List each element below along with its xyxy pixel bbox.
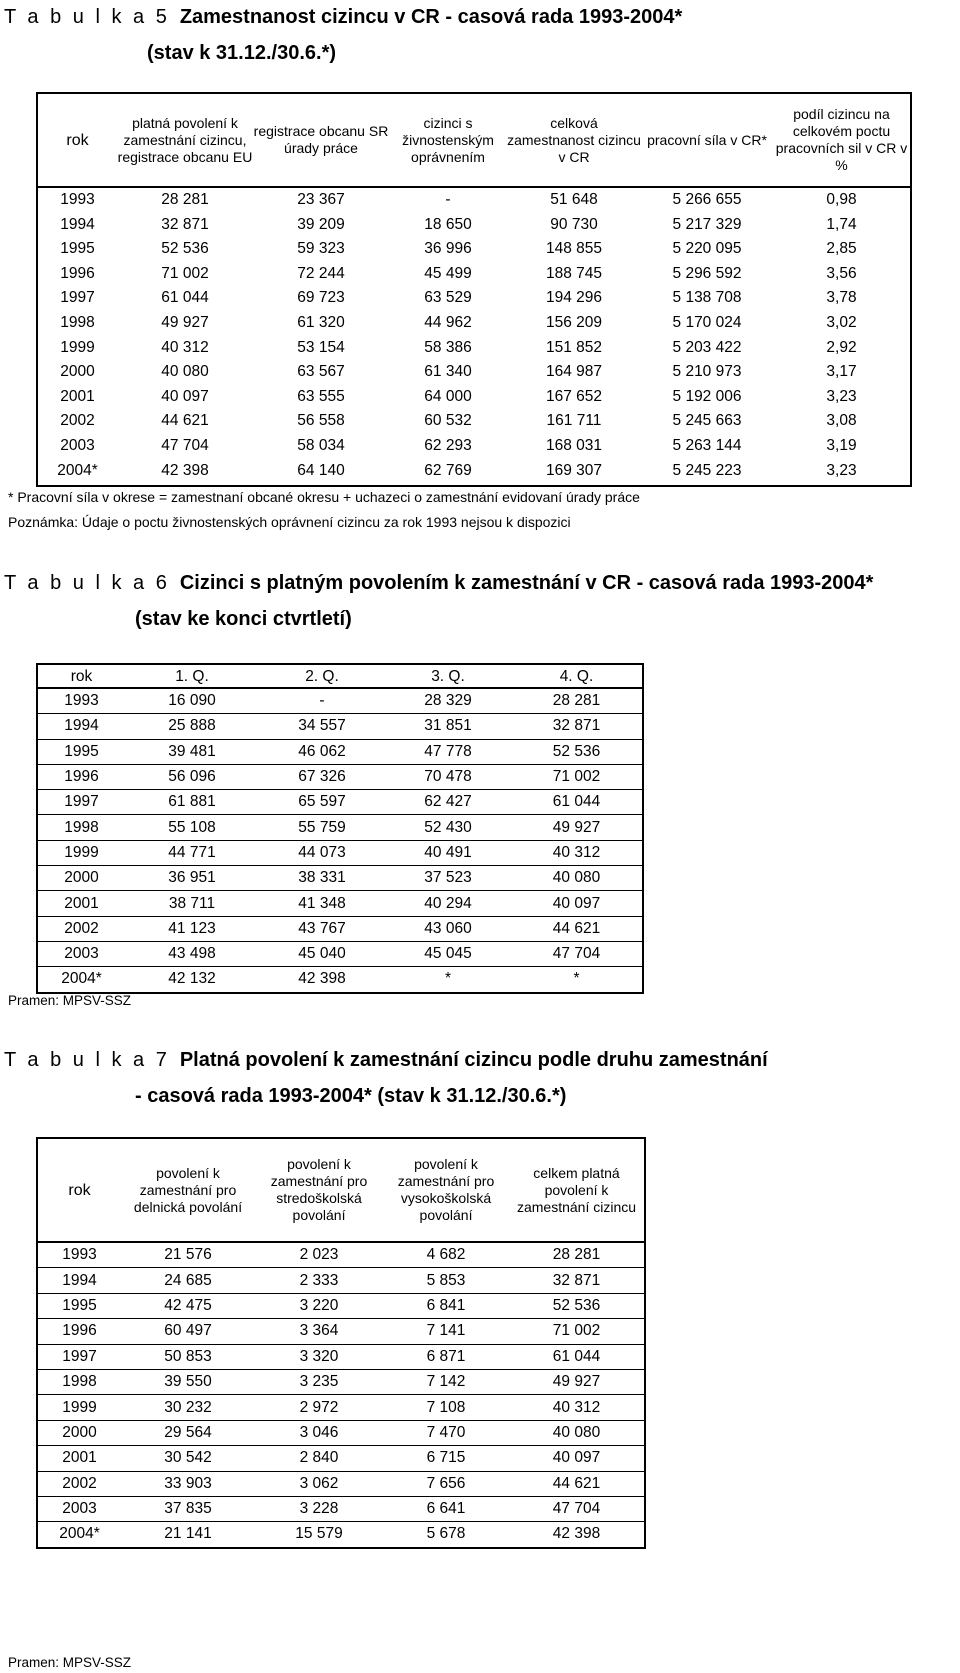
table6-value-cell: 65 597 [259,790,385,815]
table6-value-cell: - [319,692,325,710]
table7-value-cell: 3 320 [255,1344,383,1369]
table5-value-cell: 5 263 144 [672,436,742,454]
table7-row [37,1420,645,1445]
table5-row [37,286,911,311]
table7-value-cell: 2 023 [299,1246,339,1264]
table5-title-block [4,4,682,66]
table6-value-cell: 38 711 [125,891,259,916]
table6-value-cell: 39 481 [125,739,259,764]
table7-value-cell: 61 044 [509,1344,645,1369]
table7-header-cell: rok [37,1138,121,1242]
table7-year-cell: 1998 [37,1369,121,1394]
table5-value-cell: 156 209 [545,313,603,331]
table5-row [37,262,911,287]
table6-value-cell: 55 759 [259,815,385,840]
table5-row [37,311,911,336]
table6-value-cell: 47 704 [511,941,643,966]
table6-row [37,891,643,916]
table7-source: Pramen: MPSV-SSZ [8,1655,132,1670]
table7-header-row [37,1138,645,1242]
table6-value-cell: 49 927 [511,815,643,840]
table6-value-cell: 56 096 [125,764,259,789]
table5-value-cell: 3,23 [826,387,857,405]
table7-value-cell: 33 903 [121,1471,255,1496]
table5-label: T a b u l k a 5 [4,6,170,28]
table5-value-cell: 64 140 [297,462,345,480]
table5-value-cell: 5 192 006 [672,387,742,405]
table5-value-cell: 62 769 [424,462,472,480]
table7-value-cell: 49 927 [509,1369,645,1394]
table7-row [37,1268,645,1293]
table5-value-cell: 64 000 [424,387,472,405]
table5-header-cell: celková zamestnanost cizincu v CR [507,93,641,187]
table5-value-cell: 62 293 [424,436,472,454]
table6-title-line [4,570,873,596]
table6-value-cell: 67 326 [259,764,385,789]
table5-value-cell: 61 320 [297,313,345,331]
table5-value-cell: 5 245 663 [672,412,742,430]
table7-value-cell: 21 576 [164,1246,212,1264]
table5-value-cell: 44 621 [161,412,209,430]
table6-row [37,764,643,789]
table5-year-cell: 1993 [60,191,95,208]
table5-year-cell: 1997 [60,289,95,307]
table6-row [37,941,643,966]
table5-footnote: * Pracovní síla v okrese = zamestnaní obcané okresu + uchazeci o zamestnání evidovaní úrady práce [8,489,640,505]
table6-year-cell: 2003 [37,941,125,966]
table6-header-cell: 1. Q. [125,664,259,688]
table5-year-cell: 1996 [60,264,95,282]
table6-value-cell: 44 621 [511,916,643,941]
table5-title: Zamestnanost cizincu v CR - casová rada 1993-2004* [179,6,683,28]
table5-value-cell: 44 962 [424,313,472,331]
table7-header-cell: povolení k zamestnání pro stredoškolská povolání [255,1138,383,1242]
table5-header-cell: pracovní síla v CR* [641,93,773,187]
table5-value-cell: 23 367 [297,191,345,208]
table5-year-cell: 2004* [57,462,98,480]
table6-value-cell: 43 060 [385,916,511,941]
table5-row [37,409,911,434]
table5-value-cell: 32 871 [161,215,209,233]
table6-value-cell: 42 132 [125,967,259,993]
table5-header-row [37,93,911,187]
table5-year-cell: 2001 [60,387,95,405]
table5-value-cell: 5 210 973 [672,363,742,381]
table7-value-cell: 7 470 [383,1420,509,1445]
table5-value-cell: 61 044 [161,289,209,307]
table7-title-block [4,1047,768,1109]
table5-value-cell: 71 002 [161,264,209,282]
table6-value-cell: 36 951 [125,866,259,891]
table5-value-cell: 63 529 [424,289,472,307]
table6-row [37,790,643,815]
table5-value-cell: 5 220 095 [672,240,742,258]
table5-value-cell: 5 296 592 [672,264,742,282]
table6-value-cell: 44 771 [125,840,259,865]
table6-header-cell: 2. Q. [259,664,385,688]
table5-year-cell: 1995 [60,240,95,258]
table5-row [37,434,911,459]
table6-value-cell: 28 281 [552,692,601,710]
table7-value-cell: 50 853 [121,1344,255,1369]
table6-header-row [37,664,643,688]
table5-value-cell: 3,17 [826,363,857,381]
table7-row [37,1242,645,1268]
table5-value-cell: 5 217 329 [672,215,742,233]
table6-value-cell: 71 002 [511,764,643,789]
table5-value-cell: 0,98 [826,191,857,208]
table7-value-cell: 2 972 [255,1395,383,1420]
table5-subtitle: (stav k 31.12./30.6.*) [147,42,337,64]
table7-year-cell: 1994 [37,1268,121,1293]
table5-value-cell: 5 266 655 [672,191,742,208]
table7-value-cell: 28 281 [552,1246,601,1264]
table5-value-cell: 39 209 [297,215,345,233]
table7-value-cell: 2 840 [255,1446,383,1471]
table6 [36,663,644,994]
table7-year-cell: 2003 [37,1496,121,1521]
table5-row [37,385,911,410]
table7-header-cell: povolení k zamestnání pro delnická povolání [121,1138,255,1242]
table6-value-cell: 61 044 [511,790,643,815]
table6-row [37,739,643,764]
table6-row [37,866,643,891]
table7-value-cell: 6 871 [383,1344,509,1369]
table7-row [37,1293,645,1318]
table7-value-cell: 4 682 [426,1246,466,1264]
table6-source: Pramen: MPSV-SSZ [8,993,132,1008]
table7-title-line [4,1047,768,1073]
table7-row [37,1369,645,1394]
table7-row [37,1319,645,1344]
table7-year-cell: 2000 [37,1420,121,1445]
table7-value-cell: 3 046 [255,1420,383,1445]
table5-note: Poznámka: Údaje o poctu živnostenských oprávnení cizincu za rok 1993 nejsou k dispozici [8,514,571,530]
table7-row [37,1522,645,1548]
table6-header-cell: 3. Q. [385,664,511,688]
table6-row [37,840,643,865]
table5-value-cell: 45 499 [424,264,472,282]
table5-value-cell: 5 138 708 [672,289,742,307]
table5-row [37,237,911,262]
table7-value-cell: 2 333 [255,1268,383,1293]
table6-year-cell: 2004* [37,967,125,993]
table6-header-cell: rok [37,664,125,688]
table5-header-cell: podíl cizincu na celkovém poctu pracovních sil v CR v % [773,93,911,187]
table5-value-cell: 164 987 [545,363,603,381]
table5-value-cell: 58 034 [297,436,345,454]
table6-value-cell: 43 498 [125,941,259,966]
table5-header-cell: rok [37,93,117,187]
table5-value-cell: 3,19 [826,436,857,454]
table7-value-cell: 44 621 [509,1471,645,1496]
table6-label: T a b u l k a 6 [4,572,170,594]
table5-year-cell: 1998 [60,313,95,331]
table6-value-cell: 70 478 [385,764,511,789]
table7-value-cell: 3 062 [255,1471,383,1496]
table5-value-cell: 61 340 [424,363,472,381]
table6-value-cell: 34 557 [259,714,385,739]
table7-value-cell: 6 641 [383,1496,509,1521]
table7-value-cell: 71 002 [509,1319,645,1344]
table6-value-cell: 47 778 [385,739,511,764]
table6-value-cell: 55 108 [125,815,259,840]
table6-value-cell: 62 427 [385,790,511,815]
table6-value-cell: * [385,967,511,993]
table7-row [37,1496,645,1521]
table5-year-cell: 1999 [60,338,95,356]
table6-value-cell: 40 097 [511,891,643,916]
table5-value-cell: 72 244 [297,264,345,282]
table5-header-cell: platná povolení k zamestnání cizincu, registrace obcanu EU [117,93,253,187]
table6-year-cell: 2000 [37,866,125,891]
table6-subtitle: (stav ke konci ctvrtletí) [135,608,352,630]
table6-year-cell: 1998 [37,815,125,840]
table5-value-cell: - [445,191,451,208]
table7-year-cell: 1993 [62,1246,97,1264]
table5-value-cell: 5 245 223 [672,462,742,480]
table7-row [37,1446,645,1471]
table7-value-cell: 6 715 [383,1446,509,1471]
table7-label: T a b u l k a 7 [4,1049,170,1071]
table7-value-cell: 37 835 [121,1496,255,1521]
table7-value-cell: 3 235 [255,1369,383,1394]
table7 [36,1137,646,1549]
table6-year-cell: 2001 [37,891,125,916]
table6-row [37,815,643,840]
table5 [36,92,912,487]
table6-value-cell: 37 523 [385,866,511,891]
table5-value-cell: 47 704 [161,436,209,454]
table5-value-cell: 63 567 [297,363,345,381]
table7-value-cell: 40 097 [509,1446,645,1471]
table6-value-cell: 42 398 [259,967,385,993]
table7-header-cell: povolení k zamestnání pro vysokoškolská povolání [383,1138,509,1242]
table7-year-cell: 1996 [37,1319,121,1344]
table7-year-cell: 1997 [37,1344,121,1369]
table6-row [37,688,643,714]
table7-value-cell: 39 550 [121,1369,255,1394]
table7-year-cell: 2001 [37,1446,121,1471]
table5-value-cell: 40 097 [161,387,209,405]
table6-value-cell: 41 348 [259,891,385,916]
table5-value-cell: 56 558 [297,412,345,430]
table5-value-cell: 169 307 [545,462,603,480]
table6-year-cell: 1993 [64,692,99,710]
table6-year-cell: 1995 [37,739,125,764]
table6-value-cell: 40 491 [385,840,511,865]
table7-value-cell: 7 108 [383,1395,509,1420]
table5-value-cell: 60 532 [424,412,472,430]
table6-row [37,967,643,993]
table6-value-cell: 52 536 [511,739,643,764]
table7-row [37,1395,645,1420]
table5-header-cell: registrace obcanu SR úrady práce [253,93,389,187]
table7-value-cell: 21 141 [121,1522,255,1548]
table7-value-cell: 15 579 [255,1522,383,1548]
table7-value-cell: 3 228 [255,1496,383,1521]
table6-value-cell: 25 888 [125,714,259,739]
table6-value-cell: 40 312 [511,840,643,865]
table5-row [37,336,911,361]
table6-year-cell: 1999 [37,840,125,865]
table5-value-cell: 3,23 [826,462,857,480]
table5-row [37,459,911,486]
table5-title-line [4,4,682,30]
table5-value-cell: 188 745 [545,264,603,282]
table5-value-cell: 3,78 [826,289,857,307]
table7-year-cell: 2004* [37,1522,121,1548]
table5-year-cell: 2002 [60,412,95,430]
table7-value-cell: 40 080 [509,1420,645,1445]
table6-value-cell: 61 881 [125,790,259,815]
table7-value-cell: 7 141 [383,1319,509,1344]
table5-value-cell: 51 648 [550,191,598,208]
table7-value-cell: 60 497 [121,1319,255,1344]
table7-value-cell: 42 475 [121,1293,255,1318]
table7-value-cell: 7 142 [383,1369,509,1394]
table6-year-cell: 1994 [37,714,125,739]
table5-value-cell: 161 711 [546,412,602,430]
table5-value-cell: 63 555 [297,387,345,405]
table5-value-cell: 90 730 [550,215,598,233]
table5-value-cell: 2,85 [826,240,857,258]
table5-value-cell: 168 031 [545,436,603,454]
table5-value-cell: 59 323 [297,240,345,258]
table7-value-cell: 47 704 [509,1496,645,1521]
table5-value-cell: 5 203 422 [672,338,742,356]
table6-year-cell: 1996 [37,764,125,789]
table5-value-cell: 3,56 [826,264,857,282]
table7-value-cell: 30 232 [121,1395,255,1420]
table7-value-cell: 30 542 [121,1446,255,1471]
table6-value-cell: 40 080 [511,866,643,891]
table5-year-cell: 2003 [60,436,95,454]
table6-year-cell: 1997 [37,790,125,815]
table5-value-cell: 69 723 [297,289,345,307]
table6-value-cell: 31 851 [385,714,511,739]
table7-value-cell: 6 841 [383,1293,509,1318]
table5-row [37,213,911,238]
table5-value-cell: 3,02 [826,313,857,331]
table5-value-cell: 2,92 [826,338,857,356]
table6-value-cell: 46 062 [259,739,385,764]
table5-value-cell: 40 312 [161,338,209,356]
table7-value-cell: 24 685 [121,1268,255,1293]
table5-value-cell: 36 996 [424,240,472,258]
table5-value-cell: 40 080 [161,363,209,381]
table5-value-cell: 49 927 [161,313,209,331]
table5-value-cell: 167 652 [545,387,603,405]
table5-value-cell: 18 650 [424,215,472,233]
table5-value-cell: 42 398 [161,462,209,480]
table7-year-cell: 1999 [37,1395,121,1420]
table7-value-cell: 3 364 [255,1319,383,1344]
table6-row [37,916,643,941]
table5-value-cell: 151 852 [545,338,603,356]
table5-row [37,360,911,385]
table5-year-cell: 1994 [60,215,95,233]
table6-value-cell: 45 040 [259,941,385,966]
table6-value-cell: 43 767 [259,916,385,941]
table6-value-cell: 38 331 [259,866,385,891]
table6-title-block [4,570,873,632]
table5-value-cell: 5 170 024 [672,313,742,331]
table5-value-cell: 1,74 [826,215,857,233]
table5-header-cell: cizinci s živnostenským oprávnením [389,93,507,187]
table5-value-cell: 194 296 [545,289,603,307]
table5-row [37,187,911,213]
table5-value-cell: 53 154 [297,338,345,356]
table7-value-cell: 40 312 [509,1395,645,1420]
table6-value-cell: 44 073 [259,840,385,865]
table7-row [37,1344,645,1369]
table5-value-cell: 58 386 [424,338,472,356]
table6-value-cell: 41 123 [125,916,259,941]
table7-row [37,1471,645,1496]
table6-value-cell: 52 430 [385,815,511,840]
table5-value-cell: 28 281 [161,191,209,208]
table6-value-cell: * [511,967,643,993]
table7-value-cell: 29 564 [121,1420,255,1445]
table7-value-cell: 7 656 [383,1471,509,1496]
table7-value-cell: 42 398 [509,1522,645,1548]
table7-value-cell: 5 853 [383,1268,509,1293]
table6-value-cell: 32 871 [511,714,643,739]
table7-value-cell: 5 678 [383,1522,509,1548]
table6-value-cell: 28 329 [424,692,472,710]
table5-year-cell: 2000 [60,363,95,381]
table6-title: Cizinci s platným povolením k zamestnání v CR - casová rada 1993-2004* [179,572,874,594]
table6-value-cell: 45 045 [385,941,511,966]
table7-value-cell: 3 220 [255,1293,383,1318]
table6-value-cell: 16 090 [168,692,216,710]
table5-value-cell: 3,08 [826,412,857,430]
table6-year-cell: 2002 [37,916,125,941]
table7-value-cell: 32 871 [509,1268,645,1293]
table5-value-cell: 52 536 [161,240,209,258]
table7-year-cell: 1995 [37,1293,121,1318]
table7-title: Platná povolení k zamestnání cizincu podle druhu zamestnání [179,1049,768,1071]
table6-header-cell: 4. Q. [511,664,643,688]
table6-row [37,714,643,739]
table7-header-cell: celkem platná povolení k zamestnání cizincu [509,1138,645,1242]
table6-value-cell: 40 294 [385,891,511,916]
table7-year-cell: 2002 [37,1471,121,1496]
table7-subtitle: - casová rada 1993-2004* (stav k 31.12./30.6.*) [135,1085,567,1107]
table5-value-cell: 148 855 [545,240,603,258]
table7-value-cell: 52 536 [509,1293,645,1318]
